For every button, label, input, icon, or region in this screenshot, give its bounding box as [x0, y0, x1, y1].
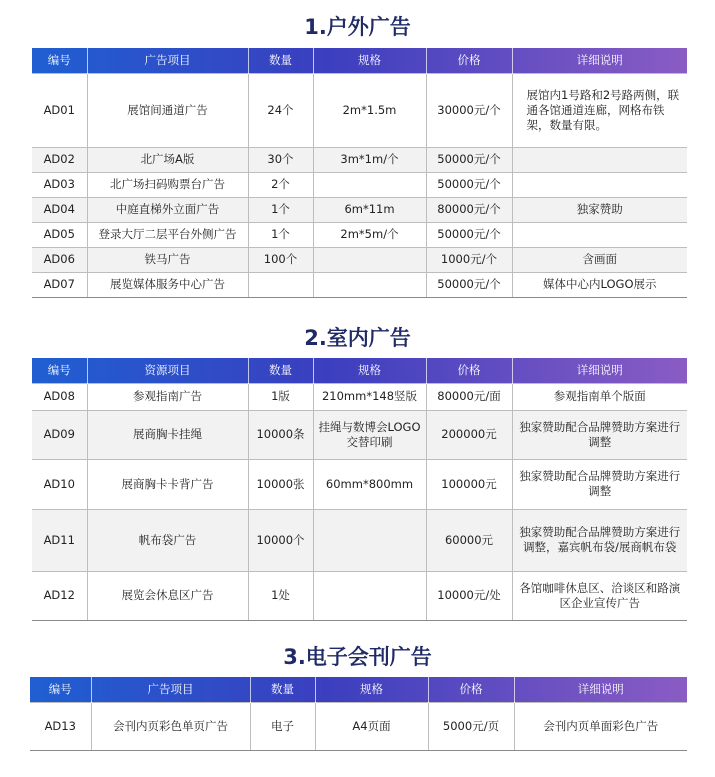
cell-details: 媒体中心内LOGO展示 — [512, 272, 687, 297]
column-header-item: 资源项目 — [87, 358, 248, 383]
cell-item: 北广场A版 — [87, 147, 248, 172]
cell-details: 独家赞助配合品牌赞助方案进行调整 — [512, 410, 687, 459]
cell-quantity: 2个 — [248, 172, 313, 197]
cell-spec — [313, 571, 426, 620]
cell-price: 50000元/个 — [426, 222, 512, 247]
column-header-item: 广告项目 — [87, 48, 248, 73]
column-header-details: 详细说明 — [512, 48, 687, 73]
cell-details: 参观指南单个版面 — [512, 383, 687, 410]
column-header-quantity: 数量 — [250, 677, 315, 702]
cell-item: 展商胸卡挂绳 — [87, 410, 248, 459]
cell-quantity: 24个 — [248, 73, 313, 147]
table-header-row — [32, 48, 687, 73]
cell-price: 60000元 — [426, 509, 512, 571]
cell-quantity: 电子 — [250, 702, 315, 750]
cell-details: 各馆咖啡休息区、洽谈区和路演区企业宣传广告 — [512, 571, 687, 620]
table-row — [32, 147, 687, 172]
cell-item: 中庭直梯外立面广告 — [87, 197, 248, 222]
cell-code: AD05 — [32, 222, 87, 247]
cell-code: AD08 — [32, 383, 87, 410]
cell-spec: 60mm*800mm — [313, 459, 426, 509]
section-title-indoor: 2.室内广告 — [304, 326, 411, 350]
cell-item: 北广场扫码购票台广告 — [87, 172, 248, 197]
column-header-item: 广告项目 — [91, 677, 250, 702]
cell-price: 100000元 — [426, 459, 512, 509]
column-header-price: 价格 — [426, 48, 512, 73]
cell-item: 展馆间通道广告 — [87, 73, 248, 147]
table-row — [32, 459, 687, 509]
cell-code: AD04 — [32, 197, 87, 222]
cell-spec: A4页面 — [315, 702, 428, 750]
table-header-row — [30, 677, 687, 702]
cell-price: 5000元/页 — [428, 702, 514, 750]
table-row — [30, 702, 687, 750]
cell-quantity: 30个 — [248, 147, 313, 172]
cell-quantity: 100个 — [248, 247, 313, 272]
cell-quantity: 1个 — [248, 197, 313, 222]
column-header-spec: 规格 — [313, 48, 426, 73]
cell-details — [512, 222, 687, 247]
cell-code: AD12 — [32, 571, 87, 620]
cell-price: 80000元/个 — [426, 197, 512, 222]
table-header-row — [32, 358, 687, 383]
column-header-details: 详细说明 — [512, 358, 687, 383]
column-header-code: 编号 — [47, 53, 71, 68]
cell-code: AD11 — [32, 509, 87, 571]
column-header-price: 价格 — [426, 358, 512, 383]
column-header-quantity: 数量 — [248, 358, 313, 383]
cell-spec — [313, 172, 426, 197]
table-row — [32, 197, 687, 222]
cell-quantity: 10000条 — [248, 410, 313, 459]
cell-details: 含画面 — [512, 247, 687, 272]
cell-quantity: 10000张 — [248, 459, 313, 509]
column-header-quantity: 数量 — [248, 48, 313, 73]
cell-code: AD02 — [32, 147, 87, 172]
cell-code: AD07 — [32, 272, 87, 297]
column-header-code: 编号 — [48, 682, 72, 697]
cell-item: 展览媒体服务中心广告 — [87, 272, 248, 297]
table-row — [32, 247, 687, 272]
section-title-ejournal: 3.电子会刊广告 — [283, 645, 432, 669]
cell-code: AD09 — [32, 410, 87, 459]
cell-item: 铁马广告 — [87, 247, 248, 272]
cell-item: 参观指南广告 — [87, 383, 248, 410]
cell-quantity: 1处 — [248, 571, 313, 620]
table-row — [32, 383, 687, 410]
table-row — [32, 73, 687, 147]
cell-details: 独家赞助配合品牌赞助方案进行调整，嘉宾帆布袋/展商帆布袋 — [512, 509, 687, 571]
cell-price: 50000元/个 — [426, 172, 512, 197]
table-row — [32, 222, 687, 247]
cell-quantity: 10000个 — [248, 509, 313, 571]
column-header-spec: 规格 — [315, 677, 428, 702]
cell-price: 30000元/个 — [426, 73, 512, 147]
cell-price: 80000元/面 — [426, 383, 512, 410]
cell-spec: 210mm*148竖版 — [313, 383, 426, 410]
cell-price: 50000元/个 — [426, 147, 512, 172]
cell-item: 会刊内页彩色单页广告 — [91, 702, 250, 750]
cell-item: 登录大厅二层平台外侧广告 — [87, 222, 248, 247]
table-row — [32, 509, 687, 571]
cell-code: AD01 — [32, 73, 87, 147]
cell-spec — [313, 272, 426, 297]
cell-spec: 6m*11m — [313, 197, 426, 222]
cell-item: 展商胸卡卡背广告 — [87, 459, 248, 509]
outdoor-ad-table — [32, 48, 687, 298]
cell-price: 50000元/个 — [426, 272, 512, 297]
column-header-details: 详细说明 — [514, 677, 687, 702]
cell-code: AD13 — [30, 702, 91, 750]
column-header-price: 价格 — [428, 677, 514, 702]
cell-spec: 挂绳与数博会LOGO交替印刷 — [313, 410, 426, 459]
cell-spec: 2m*1.5m — [313, 73, 426, 147]
cell-spec — [313, 247, 426, 272]
cell-details: 会刊内页单面彩色广告 — [514, 702, 687, 750]
cell-code: AD06 — [32, 247, 87, 272]
cell-details: 独家赞助 — [512, 197, 687, 222]
section-title-outdoor: 1.户外广告 — [304, 15, 411, 39]
table-row — [32, 272, 687, 297]
cell-code: AD03 — [32, 172, 87, 197]
table-row — [32, 172, 687, 197]
indoor-ad-table — [32, 358, 687, 621]
cell-price: 10000元/处 — [426, 571, 512, 620]
table-row — [32, 571, 687, 620]
cell-details — [512, 147, 687, 172]
cell-spec — [313, 509, 426, 571]
cell-item: 展览会休息区广告 — [87, 571, 248, 620]
cell-item: 帆布袋广告 — [87, 509, 248, 571]
cell-quantity: 1个 — [248, 222, 313, 247]
cell-price: 200000元 — [426, 410, 512, 459]
cell-spec: 2m*5m/个 — [313, 222, 426, 247]
cell-price: 1000元/个 — [426, 247, 512, 272]
cell-details: 展馆内1号路和2号路两侧，联通各馆通道连廊，网格布铁架，数量有限。 — [512, 73, 687, 147]
cell-spec: 3m*1m/个 — [313, 147, 426, 172]
cell-details — [512, 172, 687, 197]
cell-details: 独家赞助配合品牌赞助方案进行调整 — [512, 459, 687, 509]
table-row — [32, 410, 687, 459]
ejournal-ad-table — [30, 677, 687, 751]
column-header-code: 编号 — [47, 363, 71, 378]
cell-code: AD10 — [32, 459, 87, 509]
cell-quantity — [248, 272, 313, 297]
column-header-spec: 规格 — [313, 358, 426, 383]
cell-quantity: 1版 — [248, 383, 313, 410]
